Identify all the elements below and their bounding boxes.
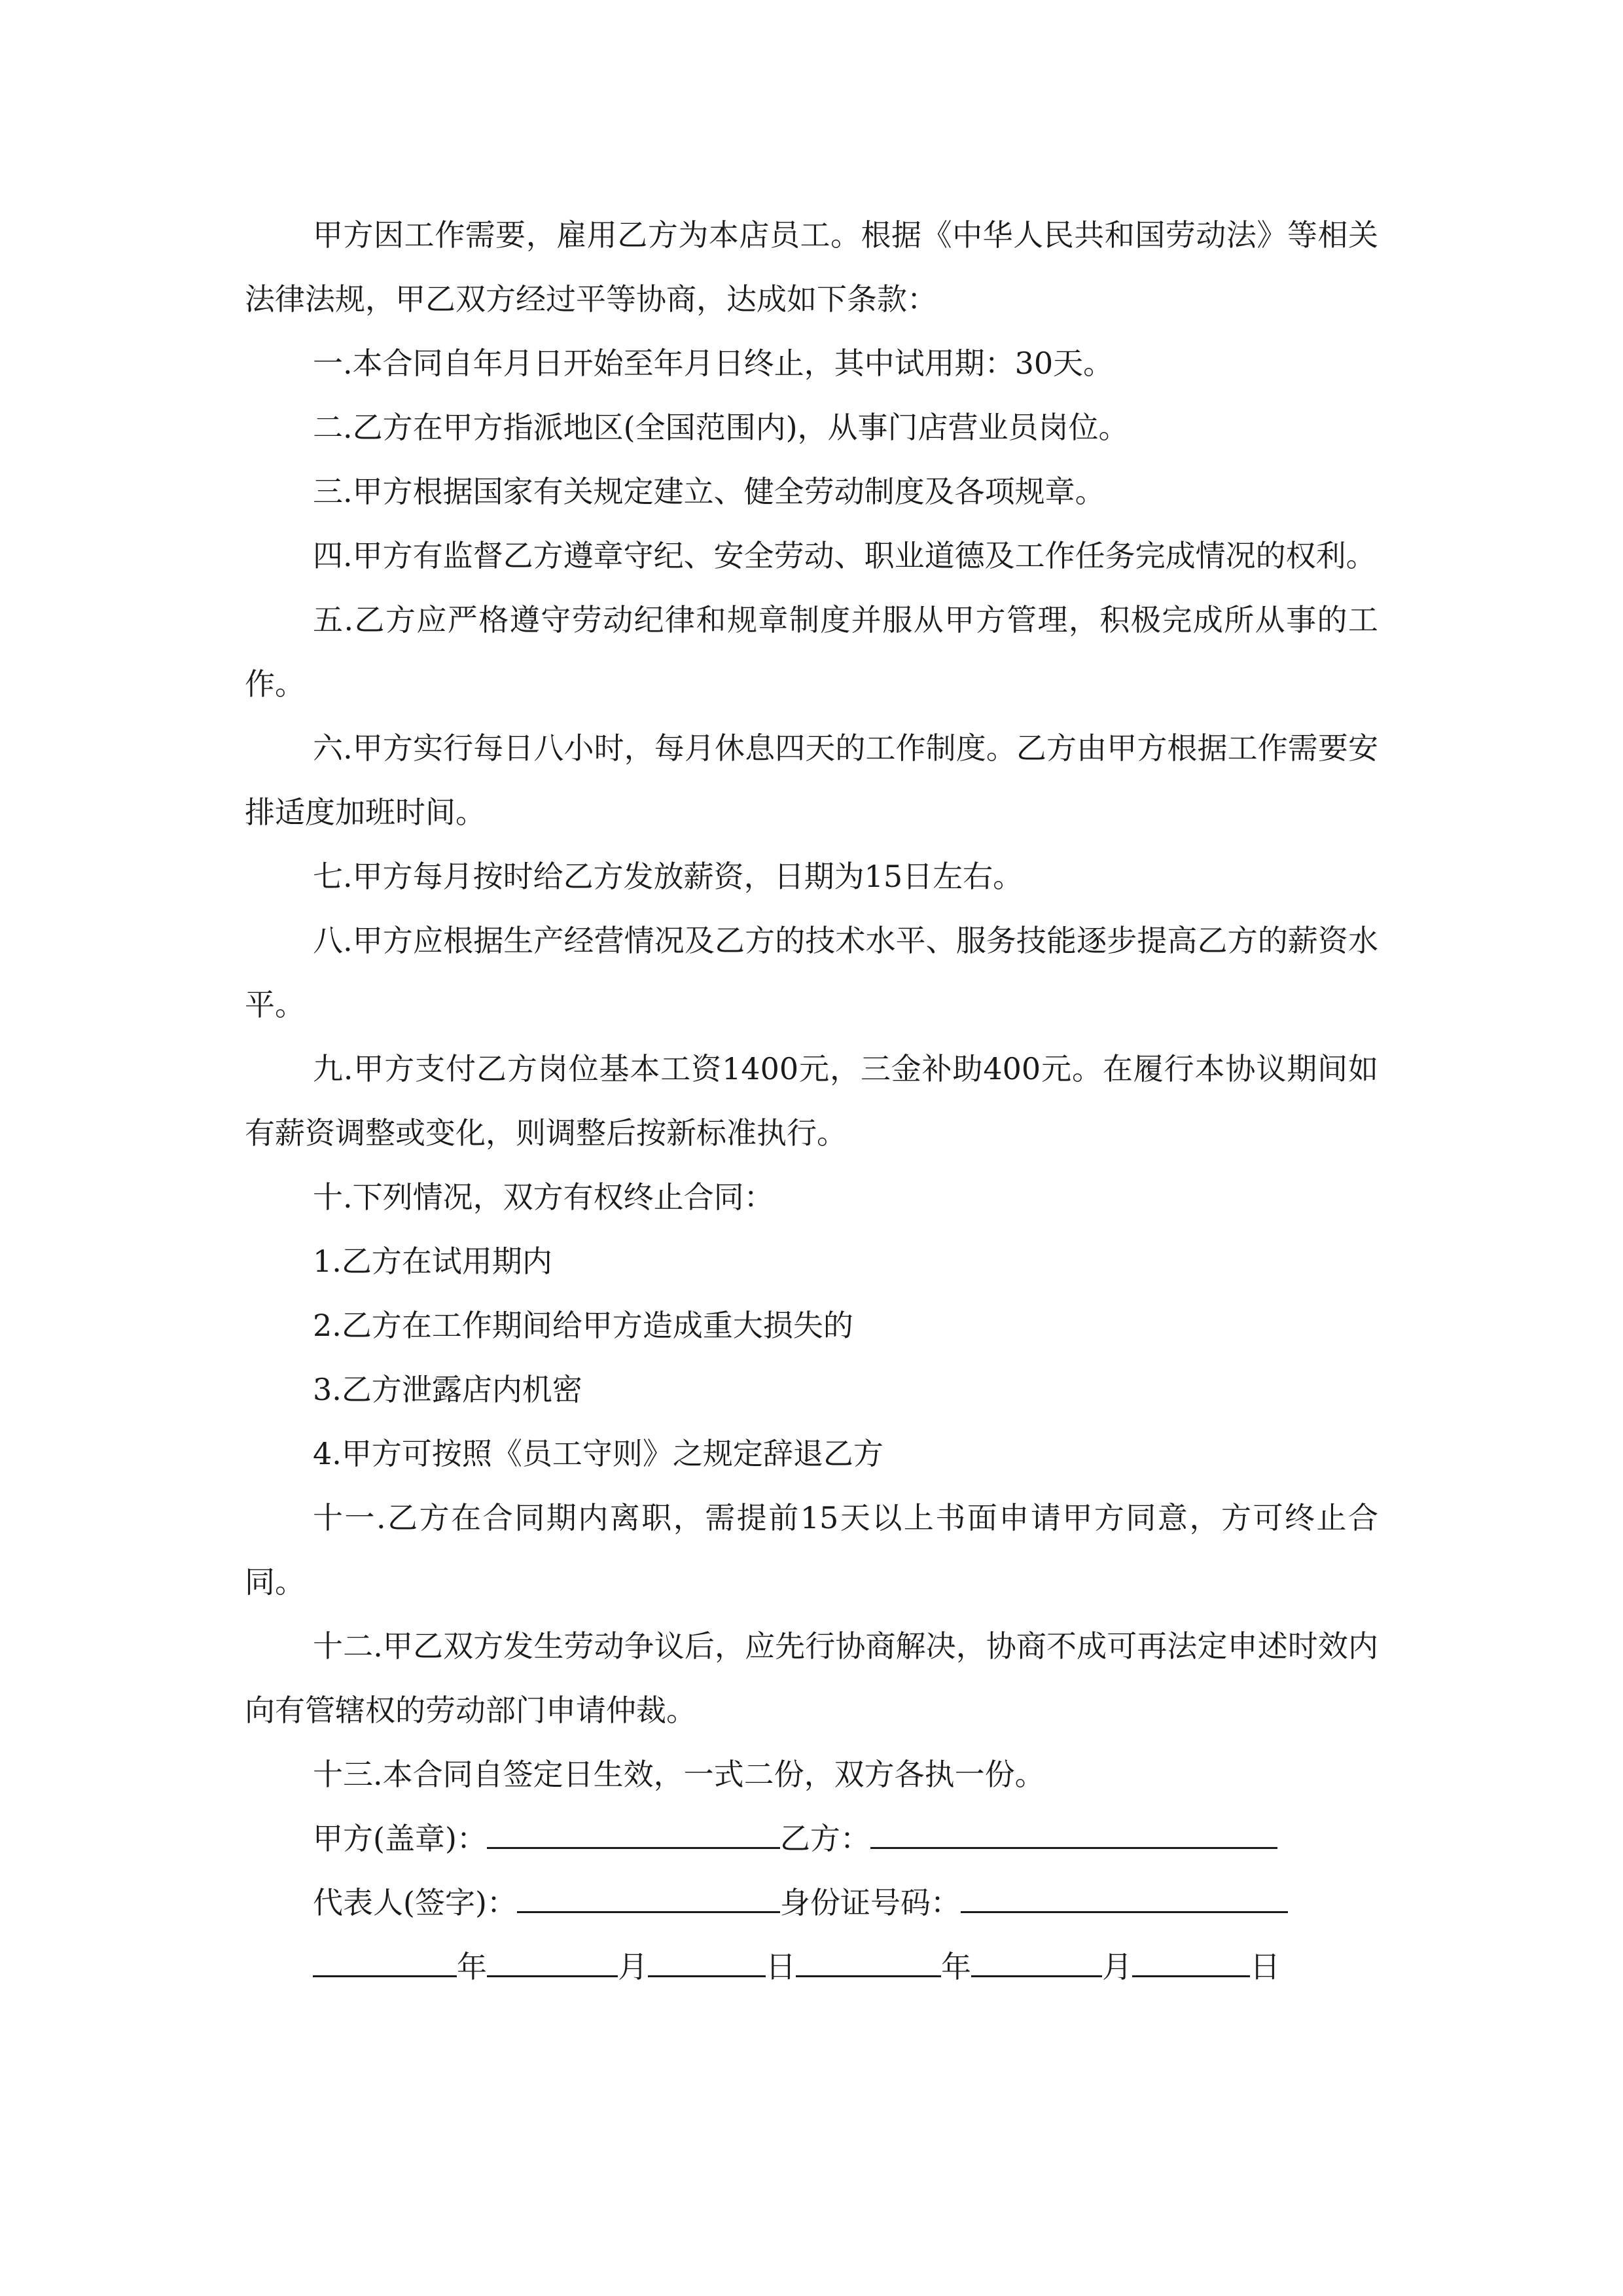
clause-3: 三.甲方根据国家有关规定建立、健全劳动制度及各项规章。 xyxy=(313,474,1105,509)
party-a-day-label: 日 xyxy=(766,1949,796,1984)
clause-1: 一.本合同自年月日开始至年月日终止，其中试用期：30天。 xyxy=(313,346,1114,381)
clause-9: 九.甲方支付乙方岗位基本工资1400元，三金补助400元。在履行本协议期间如有薪资调整或变化，则调整后按新标准执行。 xyxy=(245,1051,1378,1151)
representative-blank[interactable] xyxy=(517,1885,780,1913)
party-a-seal-label: 甲方(盖章)： xyxy=(313,1821,487,1856)
clause-10-item-1: 1.乙方在试用期内 xyxy=(313,1244,552,1279)
clause-11: 十一.乙方在合同期内离职，需提前15天以上书面申请甲方同意，方可终止合同。 xyxy=(245,1500,1378,1600)
signature-row-parties xyxy=(313,1806,1378,1871)
party-b-day-label: 日 xyxy=(1250,1949,1280,1984)
party-a-seal-blank[interactable] xyxy=(487,1821,780,1849)
party-a-year-label: 年 xyxy=(457,1949,487,1984)
clause-10-item-3: 3.乙方泄露店内机密 xyxy=(313,1372,582,1407)
party-b-year-blank[interactable] xyxy=(796,1949,941,1977)
clause-8: 八.甲方应根据生产经营情况及乙方的技术水平、服务技能逐步提高乙方的薪资水平。 xyxy=(245,923,1378,1022)
date-row xyxy=(313,1935,1378,1999)
contract-page xyxy=(245,203,1378,1999)
representative-label: 代表人(签字)： xyxy=(313,1885,517,1920)
party-a-day-blank[interactable] xyxy=(648,1949,766,1977)
party-b-day-blank[interactable] xyxy=(1132,1949,1250,1977)
id-number-label: 身份证号码： xyxy=(779,1885,961,1920)
id-number-blank[interactable] xyxy=(961,1885,1288,1913)
party-b-month-blank[interactable] xyxy=(971,1949,1102,1977)
party-b-label: 乙方： xyxy=(779,1821,870,1856)
clause-2: 二.乙方在甲方指派地区(全国范围内)，从事门店营业员岗位。 xyxy=(313,410,1129,445)
clause-4: 四.甲方有监督乙方遵章守纪、安全劳动、职业道德及工作任务完成情况的权利。 xyxy=(313,538,1376,573)
clause-12: 十二.甲乙双方发生劳动争议后，应先行协商解决，协商不成可再法定申述时效内向有管辖权的劳动部门申请仲裁。 xyxy=(245,1628,1378,1728)
intro-paragraph: 甲方因工作需要，雇用乙方为本店员工。根据《中华人民共和国劳动法》等相关法律法规，甲乙双方经过平等协商，达成如下条款： xyxy=(245,217,1378,317)
party-a-month-blank[interactable] xyxy=(487,1949,618,1977)
clause-10: 十.下列情况，双方有权终止合同： xyxy=(313,1179,774,1215)
clause-5: 五.乙方应严格遵守劳动纪律和规章制度并服从甲方管理，积极完成所从事的工作。 xyxy=(245,602,1378,702)
clause-10-item-2: 2.乙方在工作期间给甲方造成重大损失的 xyxy=(313,1308,853,1343)
clause-10-item-4: 4.甲方可按照《员工守则》之规定辞退乙方 xyxy=(313,1436,883,1471)
clause-6: 六.甲方实行每日八小时，每月休息四天的工作制度。乙方由甲方根据工作需要安排适度加班时间。 xyxy=(245,730,1378,830)
party-a-month-label: 月 xyxy=(618,1949,648,1984)
clause-7: 七.甲方每月按时给乙方发放薪资，日期为15日左右。 xyxy=(313,859,1024,894)
party-b-blank[interactable] xyxy=(870,1821,1277,1849)
signature-row-representative xyxy=(313,1871,1378,1935)
party-b-year-label: 年 xyxy=(941,1949,971,1984)
clause-13: 十三.本合同自签定日生效，一式二份，双方各执一份。 xyxy=(313,1757,1045,1792)
party-b-month-label: 月 xyxy=(1102,1949,1132,1984)
party-a-year-blank[interactable] xyxy=(313,1949,457,1977)
